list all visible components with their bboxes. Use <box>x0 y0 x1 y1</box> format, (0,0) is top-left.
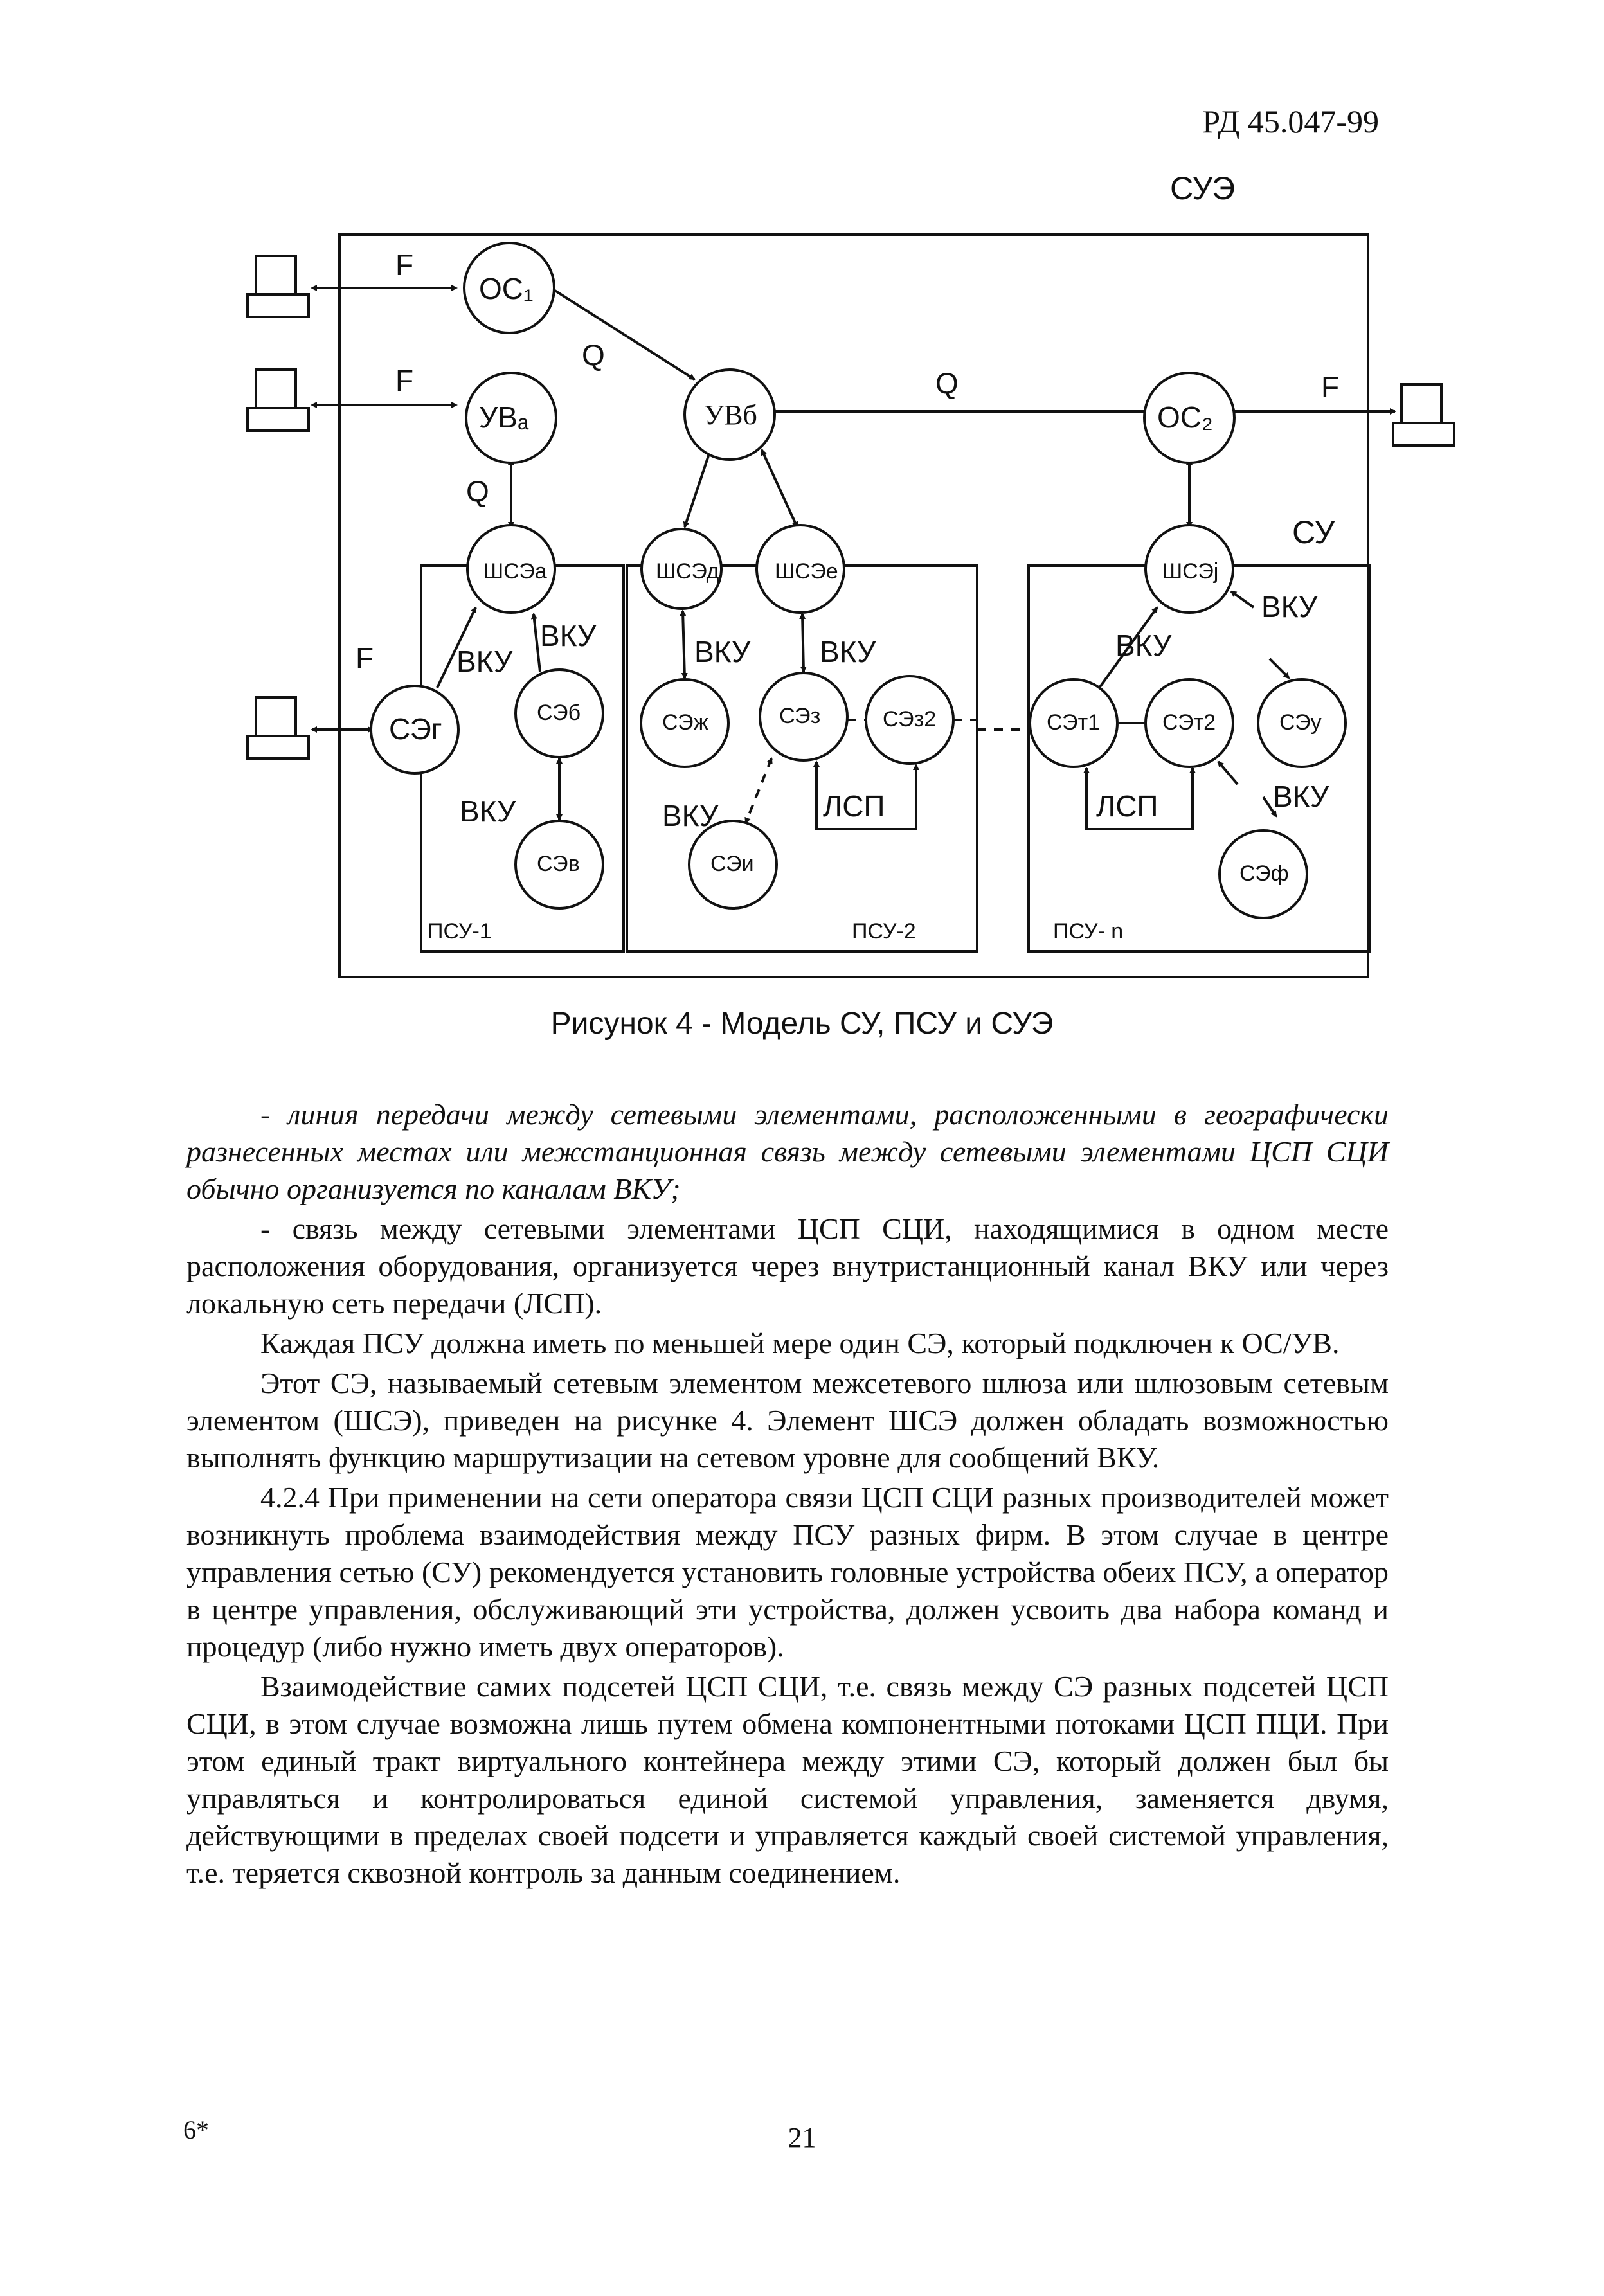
f-label: F <box>395 364 414 397</box>
vku-label: ВКУ <box>694 635 751 668</box>
vku-label: ВКУ <box>1261 590 1318 623</box>
q-link <box>553 289 694 379</box>
terminal-icon <box>248 256 309 317</box>
q-label: Q <box>466 474 489 508</box>
vku-label: ВКУ <box>662 799 719 832</box>
os1-label: OC₁ <box>479 272 534 305</box>
vku-link <box>534 614 540 672</box>
sei-label: СЭи <box>710 852 754 876</box>
shsej-label: ШСЭj <box>1162 559 1219 584</box>
uva-label: УВₐ <box>479 400 529 434</box>
document-code: РД 45.047-99 <box>1202 103 1379 139</box>
vku-link <box>1218 762 1238 784</box>
paragraph: 4.2.4 При применении на сети оператора связи ЦСП СЦИ разных производителей может возникнуть проблема взаимодействия между ПСУ разных фирм. В этом случае в центре управления сетью (СУ) рекомендуется установить головные устройства обеих ПСУ, а оператор в центре управления, обслуживающий эти устройства, должен усвоить два набора команд и процедур (либо нужно иметь двух операторов). <box>186 1481 1389 1663</box>
sez2-label: СЭз2 <box>883 707 937 731</box>
vku-link <box>1231 591 1254 607</box>
terminal-icon <box>248 370 309 431</box>
uvb-label: УВб <box>704 399 757 431</box>
set2-label: СЭт2 <box>1162 710 1216 735</box>
vku-label: ВКУ <box>1115 629 1172 662</box>
shsed-label: ШСЭд <box>656 559 719 584</box>
sev-label: СЭв <box>537 852 580 876</box>
paragraph: - линия передачи между сетевыми элементами, расположенными в географически разнесенных местах или межстанционная связь между сетевыми элементами ЦСП СЦИ обычно организуется по каналам ВКУ; <box>186 1098 1389 1205</box>
sezh-label: СЭж <box>662 710 708 735</box>
vku-label: ВКУ <box>460 794 516 828</box>
lsp-label: ЛСП <box>1096 789 1158 823</box>
sey-label: СЭу <box>1279 710 1322 735</box>
f-label: F <box>1321 370 1340 404</box>
vku-label: ВКУ <box>820 635 876 668</box>
shsea-label: ШСЭа <box>483 559 547 584</box>
page-number: 21 <box>788 2122 816 2153</box>
paragraph: - связь между сетевыми элементами ЦСП СЦИ, находящимися в одном месте расположения оборудования, организуется через внутристанционный канал ВКУ или через локальную сеть передачи (ЛСП). <box>186 1212 1389 1320</box>
seb-label: СЭб <box>537 701 581 725</box>
shsee-label: ШСЭе <box>775 559 838 584</box>
vku-label: ВКУ <box>456 645 513 678</box>
q-link <box>685 450 710 527</box>
sez-label: СЭз <box>779 704 821 728</box>
sef-label: СЭф <box>1239 861 1289 886</box>
vku-dashed-link <box>746 758 771 823</box>
body-text <box>186 1096 1389 1894</box>
f-label: F <box>356 641 374 675</box>
network-diagram <box>0 0 1604 1041</box>
paragraph: Взаимодействие самих подсетей ЦСП СЦИ, т.е. связь между СЭ разных подсетей ЦСП СЦИ, в этом случае возможна лишь путем обмена компонентными потоками ЦСП ПЦИ. При этом единый тракт виртуального контейнера между этими СЭ, который должен был бы управляться и контролироваться единой системой управления, заменяется двумя, действующими в пределах своей подсети и управляется каждый своей системой управления, т.е. теряется сквозной контроль за данным соединением. <box>186 1670 1389 1889</box>
psu-2-label: ПСУ-2 <box>852 919 916 944</box>
paragraph: Этот СЭ, называемый сетевым элементом межсетевого шлюза или шлюзовым сетевым элементом (ШСЭ), приведен на рисунке 4. Элемент ШСЭ должен обладать возможностью выполнять функцию маршрутизации на сетевом уровне для сообщений ВКУ. <box>186 1367 1389 1474</box>
paragraph: Каждая ПСУ должна иметь по меньшей мере один СЭ, который подключен к ОС/УВ. <box>260 1327 1340 1359</box>
terminal-icon <box>1393 384 1454 445</box>
seg-label: СЭг <box>389 712 442 746</box>
f-label: F <box>395 248 414 282</box>
vku-link <box>1270 659 1289 678</box>
psu-n-label: ПСУ- n <box>1053 919 1124 944</box>
psu-1-label: ПСУ-1 <box>428 919 492 944</box>
q-link <box>762 450 797 527</box>
vku-link <box>802 614 804 672</box>
q-label: Q <box>935 366 959 400</box>
vku-label: ВКУ <box>1273 780 1329 813</box>
set1-label: СЭт1 <box>1047 710 1101 735</box>
terminal-icon <box>248 697 309 758</box>
figure-caption: Рисунок 4 - Модель СУ, ПСУ и СУЭ <box>550 1007 1054 1041</box>
q-label: Q <box>582 338 605 372</box>
vku-label: ВКУ <box>540 619 597 652</box>
lsp-label: ЛСП <box>823 789 885 823</box>
sue-label: СУЭ <box>1170 170 1236 206</box>
footer-mark: 6* <box>183 2115 209 2144</box>
su-label: СУ <box>1292 514 1335 550</box>
vku-link <box>683 611 685 678</box>
os2-label: OC₂ <box>1157 400 1213 434</box>
